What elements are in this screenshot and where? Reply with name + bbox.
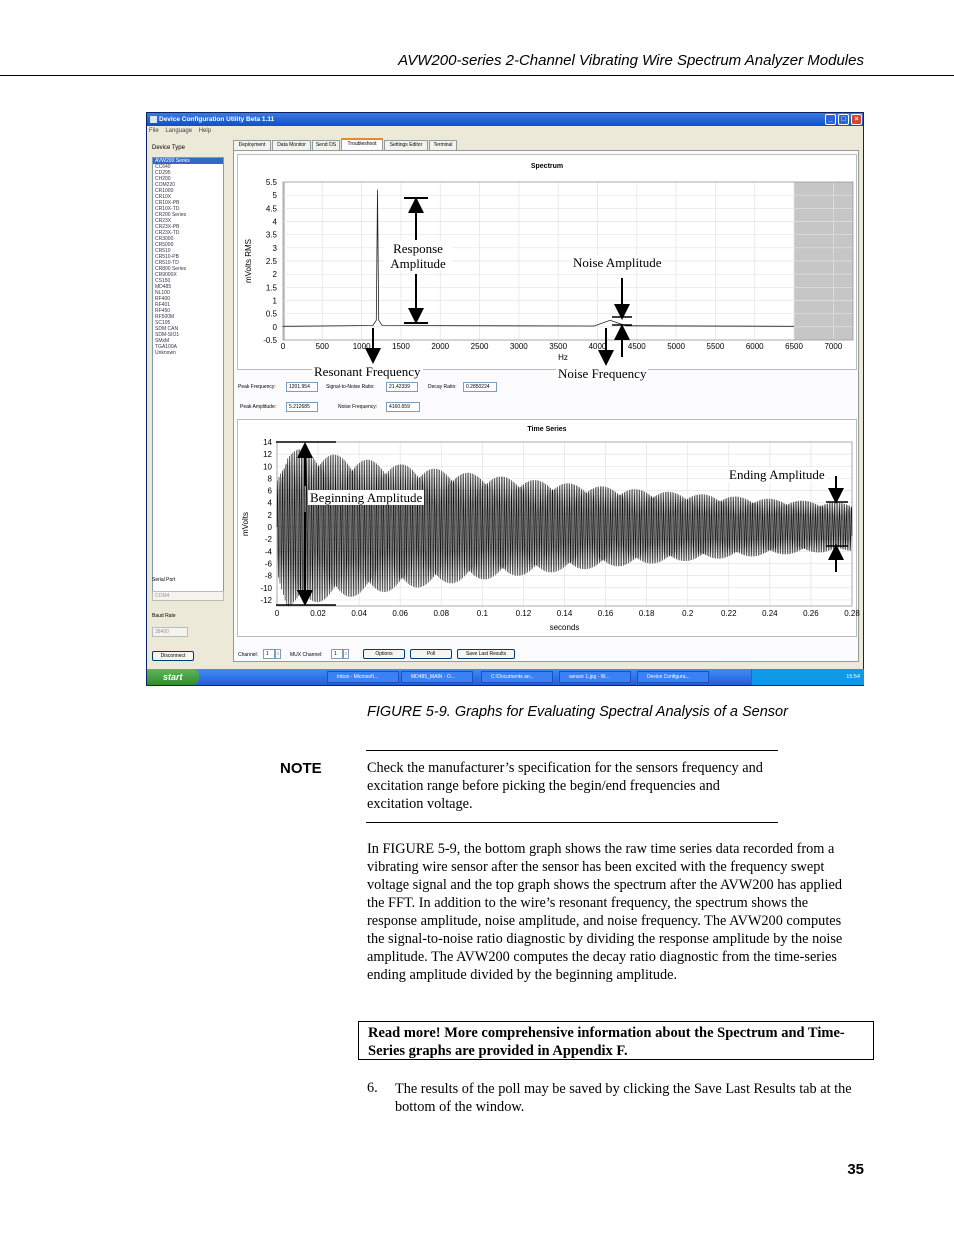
y-tick-label: 1.5 xyxy=(265,283,277,293)
device-type-item[interactable]: COM220 xyxy=(155,182,176,188)
x-tick-label: 0.14 xyxy=(556,609,573,618)
response-amplitude-label: Response Amplitude xyxy=(384,241,452,271)
x-tick-label: 0.1 xyxy=(476,609,488,618)
peak-amplitude-field[interactable]: 5.212685 xyxy=(286,402,318,412)
device-type-item[interactable]: CR23X-PB xyxy=(155,224,180,230)
device-type-label: Device Type xyxy=(152,145,185,151)
y-axis-label: mVolts RMS xyxy=(244,238,253,284)
save-last-results-button[interactable]: Save Last Results xyxy=(457,649,515,659)
x-tick-label: 0.18 xyxy=(638,609,655,618)
mux-channel-label: MUX Channel: xyxy=(290,652,323,658)
list-item-text: The results of the poll may be saved by clicking the Save Last Results tab at the bottom of the window. xyxy=(395,1081,852,1115)
noise-amplitude-label: Noise Amplitude xyxy=(573,255,662,270)
x-tick-label: 3500 xyxy=(549,342,568,351)
running-header: AVW200-series 2-Channel Vibrating Wire Spectrum Analyzer Modules xyxy=(398,52,864,69)
spectrum-chart-box xyxy=(237,154,857,370)
x-tick-label: 2500 xyxy=(470,342,489,351)
device-type-item[interactable]: SMxM xyxy=(155,338,170,344)
spectrum-plot xyxy=(238,155,858,371)
x-tick-label: 0.26 xyxy=(803,609,819,618)
x-axis-label: seconds xyxy=(549,623,580,632)
device-type-item[interactable]: MD485 xyxy=(155,284,172,290)
x-tick-label: 500 xyxy=(315,342,329,351)
y-tick-label: 0 xyxy=(267,523,272,533)
device-type-list[interactable] xyxy=(152,157,224,593)
y-tick-label: 4.5 xyxy=(265,204,277,214)
y-tick-label: -4 xyxy=(264,547,272,557)
device-type-item[interactable]: CR3000 xyxy=(155,236,174,242)
device-type-item[interactable]: CC640 xyxy=(155,164,171,170)
x-tick-label: 4500 xyxy=(627,342,646,351)
mux-channel-field[interactable]: 1 xyxy=(331,649,343,659)
read-more-box: Read more! More comprehensive information about the Spectrum and Time-Series graphs are provided in Appendix F. xyxy=(358,1021,874,1060)
x-tick-label: 5000 xyxy=(667,342,686,351)
note-text: Check the manufacturer’s specification for the sensors frequency and excitation range before picking the begin/end frequencies and excitation voltage. xyxy=(367,760,763,812)
x-tick-label: 0.16 xyxy=(597,609,614,618)
spectrum-title: Spectrum xyxy=(530,163,564,170)
device-type-item[interactable]: RF450 xyxy=(155,308,171,314)
y-tick-label: 2 xyxy=(267,510,272,520)
device-type-item[interactable]: CR510-PB xyxy=(155,254,179,260)
y-tick-label: -8 xyxy=(264,571,272,581)
tab-send-os[interactable]: Send OS xyxy=(312,140,340,150)
list-item-number: 6. xyxy=(367,1080,378,1096)
spectrum-series-line xyxy=(283,190,794,327)
y-tick-label: 6 xyxy=(267,486,272,496)
channel-label: Channel: xyxy=(238,652,259,658)
disconnect-button[interactable]: Disconnect xyxy=(152,651,194,661)
x-tick-label: 4000 xyxy=(588,342,607,351)
time-series-title: Time Series xyxy=(527,426,567,433)
window-title: Device Configuration Utility Beta 1.11 xyxy=(159,116,275,123)
x-tick-label: 0.22 xyxy=(720,609,737,618)
channel-field[interactable]: 1 xyxy=(263,649,275,659)
maximize-icon[interactable]: □ xyxy=(838,114,849,125)
y-tick-label: -2 xyxy=(264,535,272,545)
serial-port-label: Serial Port xyxy=(152,577,176,583)
device-type-item[interactable]: CR10X xyxy=(155,194,172,200)
decay-ratio-field[interactable]: 0.2850224 xyxy=(463,382,497,392)
device-type-item[interactable]: CR5000 xyxy=(155,242,174,248)
start-button[interactable]: start xyxy=(147,669,199,685)
note-label: NOTE xyxy=(280,760,322,777)
device-type-item[interactable]: NL100 xyxy=(155,290,170,296)
menu-bar xyxy=(149,128,216,134)
note-bottom-rule xyxy=(366,822,778,823)
device-type-item[interactable]: CS150 xyxy=(155,278,171,284)
channel-spinner-icon[interactable]: ↕ xyxy=(276,651,280,657)
y-tick-label: 3.5 xyxy=(265,230,277,240)
x-tick-label: 3000 xyxy=(509,342,528,351)
troubleshoot-panel xyxy=(233,150,859,662)
noise-frequency-label: Noise Frequency xyxy=(558,366,647,381)
device-type-item[interactable]: SC105 xyxy=(155,320,171,326)
minimize-icon[interactable]: _ xyxy=(825,114,836,125)
x-tick-label: 0.2 xyxy=(682,609,694,618)
device-type-item[interactable]: CD295 xyxy=(155,170,171,176)
y-tick-label: 10 xyxy=(263,462,272,472)
task-item[interactable]: sensor 1.jpg - W... xyxy=(559,671,631,683)
x-tick-label: 0.28 xyxy=(844,609,860,618)
device-type-item[interactable]: AVW200 Series xyxy=(153,158,223,164)
y-tick-label: -6 xyxy=(264,559,272,569)
x-tick-label: 0.04 xyxy=(351,609,367,618)
x-tick-label: 6500 xyxy=(785,342,803,351)
note-top-rule xyxy=(366,750,778,751)
device-type-item[interactable]: CR1000 xyxy=(155,188,174,194)
menu-help[interactable]: Help xyxy=(198,128,212,134)
serial-port-select[interactable]: COM4 xyxy=(152,591,224,601)
poll-button[interactable]: Poll xyxy=(410,649,452,659)
device-type-item[interactable]: TGA100A xyxy=(155,344,177,350)
peak-frequency-label: Peak Frequency: xyxy=(238,384,276,390)
y-tick-label: 5.5 xyxy=(265,178,277,187)
device-type-item[interactable]: CR200 Series xyxy=(155,212,187,218)
time-series-chart-box xyxy=(237,419,860,637)
peak-frequency-field[interactable]: 1201.954 xyxy=(286,382,318,392)
peak-amplitude-label: Peak Amplitude: xyxy=(240,404,277,410)
x-tick-label: 7000 xyxy=(824,342,843,351)
y-tick-label: -10 xyxy=(260,583,272,593)
y-tick-label: 12 xyxy=(263,450,272,460)
clock: 15:54 xyxy=(846,674,860,680)
x-tick-label: 0.02 xyxy=(310,609,326,618)
figure-caption: FIGURE 5-9. Graphs for Evaluating Spectral Analysis of a Sensor xyxy=(367,704,788,720)
snr-field[interactable]: 21.42339 xyxy=(386,382,418,392)
device-type-item[interactable]: RF401 xyxy=(155,302,171,308)
header-rule xyxy=(0,75,954,76)
y-tick-label: 5 xyxy=(272,191,277,201)
y-tick-label: 2 xyxy=(272,270,277,280)
device-type-item[interactable]: SDM CAN xyxy=(155,326,179,332)
y-tick-label: -0.5 xyxy=(263,336,277,345)
device-type-item[interactable]: CR800 Series xyxy=(155,266,187,272)
decay-ratio-label: Decay Ratio: xyxy=(428,384,457,390)
y-tick-label: -12 xyxy=(260,595,272,605)
device-type-item[interactable]: CR10X-PB xyxy=(155,200,180,206)
tab-deployment[interactable]: Deployment xyxy=(233,140,271,150)
menu-file[interactable]: File xyxy=(149,128,159,134)
device-type-item[interactable]: RF500M xyxy=(155,314,175,320)
noise-frequency-field[interactable]: 4160.659 xyxy=(386,402,420,412)
taskbar xyxy=(147,669,863,685)
x-tick-label: 0.08 xyxy=(433,609,450,618)
mux-spinner-icon[interactable]: ↕ xyxy=(344,651,348,657)
x-tick-label: 0 xyxy=(280,342,286,351)
app-icon xyxy=(150,116,157,123)
task-item[interactable]: Inbox - Microsoft... xyxy=(327,671,399,683)
device-type-item[interactable]: SDM-SIO1 xyxy=(155,332,180,338)
resonant-frequency-label: Resonant Frequency xyxy=(314,364,421,379)
task-item[interactable]: Device Configura... xyxy=(637,671,709,683)
close-icon[interactable]: × xyxy=(851,114,862,125)
y-tick-label: 4 xyxy=(267,498,272,508)
x-tick-label: 1500 xyxy=(392,342,410,351)
x-tick-label: 0.24 xyxy=(762,609,778,618)
task-item[interactable]: C:\Documents an... xyxy=(481,671,553,683)
y-tick-label: 1 xyxy=(272,296,277,306)
x-tick-label: 0 xyxy=(274,609,280,618)
y-tick-label: 14 xyxy=(263,438,272,447)
device-type-item[interactable]: CR23X xyxy=(155,218,172,224)
task-item[interactable]: MD485_MAIN - O... xyxy=(401,671,473,683)
device-type-item[interactable]: CR23X-TD xyxy=(155,230,180,236)
x-tick-label: 1000 xyxy=(352,342,371,351)
y-tick-label: 3 xyxy=(272,243,277,253)
y-tick-label: 0.5 xyxy=(265,309,277,319)
device-type-item[interactable]: Unknown xyxy=(155,350,176,356)
x-tick-label: 2000 xyxy=(431,342,450,351)
device-type-item[interactable]: CR510-TD xyxy=(155,260,179,266)
x-tick-label: 0.06 xyxy=(392,609,409,618)
time-series-plot xyxy=(238,420,858,638)
ending-amplitude-label: Ending Amplitude xyxy=(729,467,825,482)
baud-rate-label: Baud Rate xyxy=(152,613,176,619)
device-type-item[interactable]: CR9000X xyxy=(155,272,177,278)
snr-label: Signal-to-Noise Ratio: xyxy=(326,384,375,390)
y-tick-label: 0 xyxy=(272,322,277,332)
y-tick-label: 8 xyxy=(267,474,272,484)
beginning-amplitude-label: Beginning Amplitude xyxy=(310,490,423,505)
y-tick-label: 2.5 xyxy=(265,257,277,266)
menu-language[interactable]: Language xyxy=(165,128,193,134)
body-paragraph: In FIGURE 5-9, the bottom graph shows the raw time series data recorded from a vibrating wire sensor after the sensor has been excited with the frequency swept voltage signal and the top graph shows the spectrum after the AVW200 has applied the FFT. In addition to the wire’s resonant frequency, the spectrum shows the response amplitude, noise amplitude, and noise frequency. The AVW200 computes the signal-to-noise ratio diagnostic by dividing the response amplitude by the noise amplitude. The AVW200 computes the decay ratio diagnostic from the time-series ending amplitude divided by the beginning amplitude. xyxy=(367,841,843,983)
device-type-item[interactable]: CH200 xyxy=(155,176,171,182)
baud-rate-select[interactable]: 38400 xyxy=(152,627,188,637)
device-type-item[interactable]: CR510 xyxy=(155,248,171,254)
tab-troubleshoot[interactable]: Troubleshoot xyxy=(341,138,383,150)
x-tick-label: 0.12 xyxy=(515,609,532,618)
x-axis-label: Hz xyxy=(558,353,568,362)
page-number: 35 xyxy=(847,1161,864,1178)
x-tick-label: 6000 xyxy=(745,342,764,351)
tab-data-monitor[interactable]: Data Monitor xyxy=(272,140,311,150)
y-axis-label: mVolts xyxy=(241,511,250,537)
device-type-item[interactable]: CR10X-TD xyxy=(155,206,180,212)
x-tick-label: 5500 xyxy=(706,342,725,351)
title-bar xyxy=(147,113,863,126)
app-window xyxy=(146,112,864,686)
tab-terminal[interactable]: Terminal xyxy=(429,140,457,150)
tab-settings-editor[interactable]: Settings Editor xyxy=(384,140,428,150)
device-type-item[interactable]: RF400 xyxy=(155,296,171,302)
options-button[interactable]: Options xyxy=(363,649,405,659)
y-tick-label: 4 xyxy=(272,217,277,227)
system-tray xyxy=(751,669,864,685)
noise-frequency-label: Noise Frequency: xyxy=(338,404,378,410)
